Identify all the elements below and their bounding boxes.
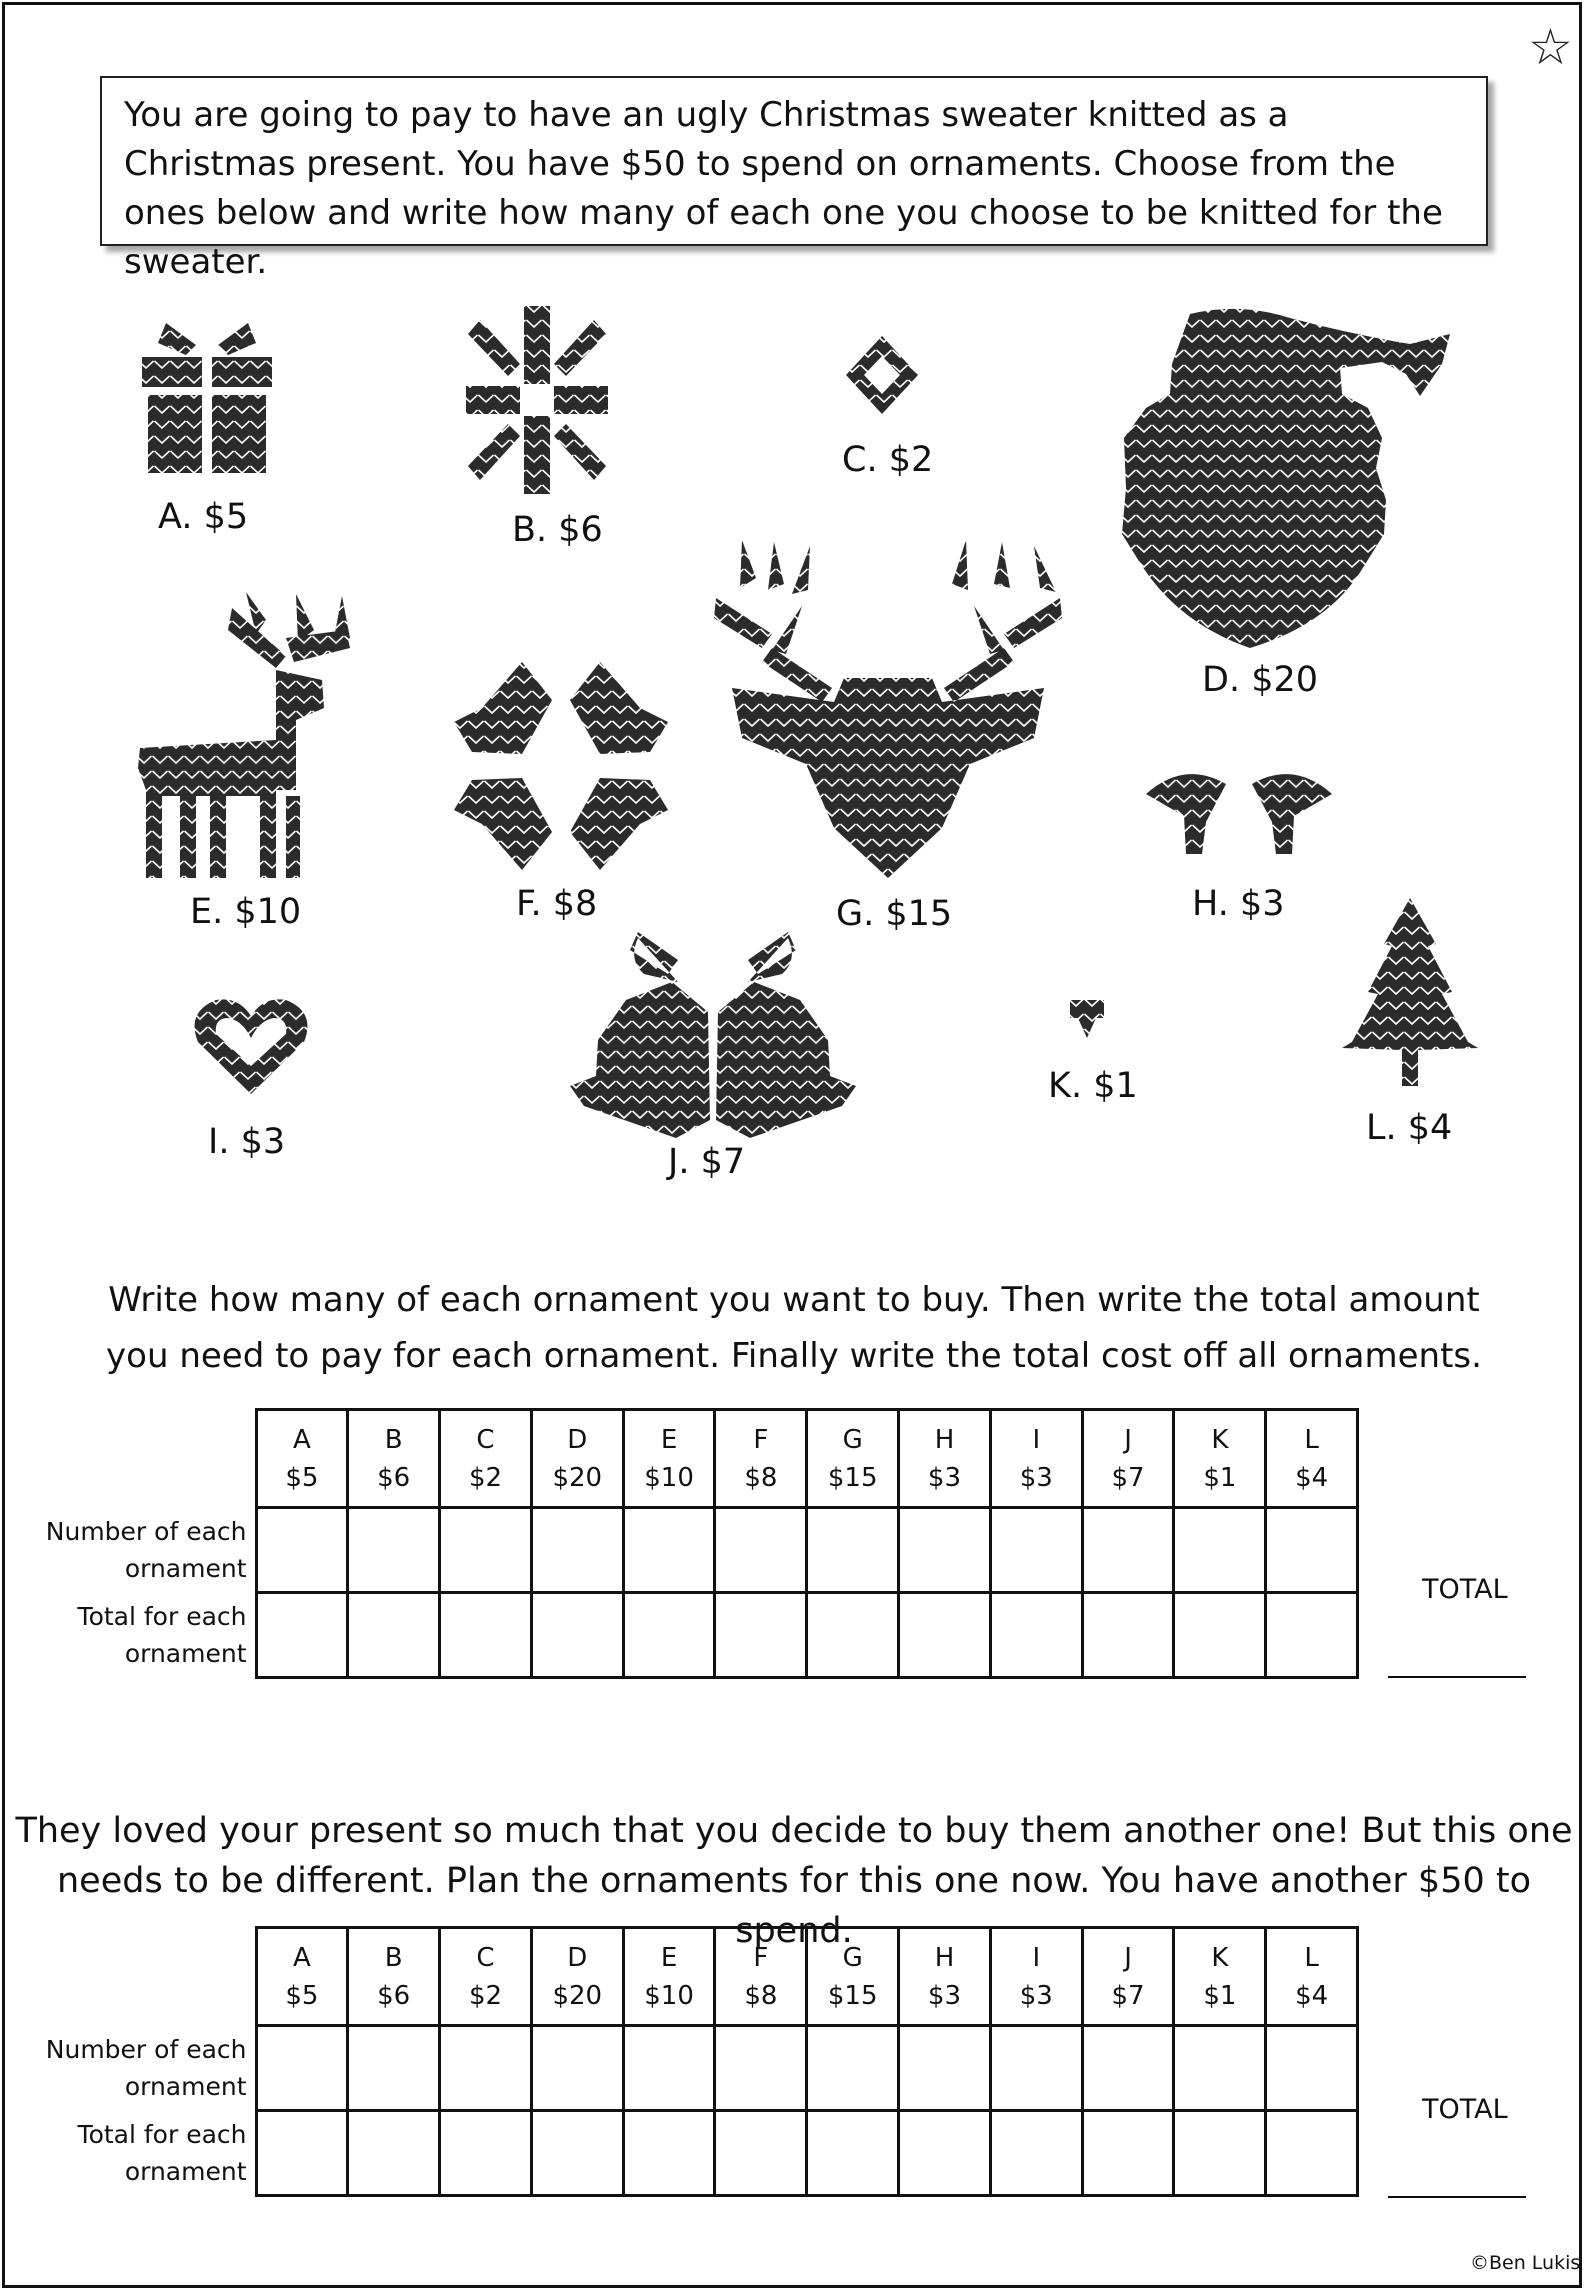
column-header-b: B $6	[348, 1410, 440, 1508]
column-header-a: A $5	[256, 1928, 348, 2026]
number-cell-d[interactable]	[531, 2026, 623, 2111]
number-cell-d[interactable]	[531, 1508, 623, 1593]
number-cell-e[interactable]	[623, 1508, 715, 1593]
number-row	[20, 1508, 1358, 1593]
column-header-i: I $3	[990, 1410, 1082, 1508]
column-header-l: L $4	[1266, 1928, 1358, 2026]
total-cell-c[interactable]	[440, 1593, 532, 1678]
total-cell-a[interactable]	[256, 2111, 348, 2196]
mini-stitch-ornament-icon	[1068, 998, 1106, 1040]
column-header-j: J $7	[1082, 1928, 1174, 2026]
ornament-label-d: D. $20	[1202, 660, 1319, 700]
column-header-h: H $3	[899, 1410, 991, 1508]
total-cell-j[interactable]	[1082, 2111, 1174, 2196]
total-cell-d[interactable]	[531, 1593, 623, 1678]
column-header-i: I $3	[990, 1928, 1082, 2026]
section1-instructions	[30, 1272, 1558, 1384]
ornament-label-b: B. $6	[512, 510, 603, 550]
number-cell-h[interactable]	[899, 2026, 991, 2111]
number-cell-i[interactable]	[990, 2026, 1082, 2111]
number-cell-j[interactable]	[1082, 2026, 1174, 2111]
total-cell-h[interactable]	[899, 2111, 991, 2196]
number-cell-c[interactable]	[440, 2026, 532, 2111]
column-header-k: K $1	[1174, 1928, 1266, 2026]
number-cell-l[interactable]	[1266, 2026, 1358, 2111]
section1-instruction-line2: you need to pay for each ornament. Finally write the total cost off all ornaments.	[106, 1336, 1482, 1376]
total-cell-c[interactable]	[440, 2111, 532, 2196]
total-row	[20, 1593, 1358, 1678]
number-cell-b[interactable]	[348, 2026, 440, 2111]
tree-ornament-icon	[1340, 896, 1480, 1088]
number-row	[20, 2026, 1358, 2111]
column-header-c: C $2	[440, 1928, 532, 2026]
total-cell-k[interactable]	[1174, 2111, 1266, 2196]
section2-instruction-line2: needs to be different. Plan the ornaments for this one now. You have another $50 to spend.	[57, 1861, 1531, 1951]
column-header-k: K $1	[1174, 1410, 1266, 1508]
ornament-label-h: H. $3	[1192, 884, 1285, 924]
ornament-label-j: J. $7	[668, 1142, 746, 1182]
bow-ornament-icon	[1144, 764, 1334, 856]
column-header-b: B $6	[348, 1928, 440, 2026]
bells-ornament-icon	[568, 930, 858, 1140]
column-header-a: A $5	[256, 1410, 348, 1508]
deer-head-ornament-icon	[712, 538, 1064, 880]
column-header-l: L $4	[1266, 1410, 1358, 1508]
total-cell-g[interactable]	[807, 2111, 899, 2196]
total-cell-f[interactable]	[715, 2111, 807, 2196]
ornament-label-k: K. $1	[1048, 1066, 1138, 1106]
snowflake-ornament-icon	[462, 304, 612, 496]
reindeer-ornament-icon	[136, 590, 364, 880]
total-cell-a[interactable]	[256, 1593, 348, 1678]
intro-box	[100, 76, 1488, 282]
number-cell-f[interactable]	[715, 2026, 807, 2111]
total-cell-b[interactable]	[348, 1593, 440, 1678]
column-header-e: E $10	[623, 1410, 715, 1508]
column-header-d: D $20	[531, 1928, 623, 2026]
column-header-g: G $15	[807, 1410, 899, 1508]
ornament-table-1	[20, 1408, 1359, 1679]
number-cell-k[interactable]	[1174, 2026, 1266, 2111]
total-cell-f[interactable]	[715, 1593, 807, 1678]
column-header-f: F $8	[715, 1410, 807, 1508]
number-cell-a[interactable]	[256, 2026, 348, 2111]
column-header-e: E $10	[623, 1928, 715, 2026]
total-cell-j[interactable]	[1082, 1593, 1174, 1678]
gift-ornament-icon	[138, 315, 276, 475]
column-header-j: J $7	[1082, 1410, 1174, 1508]
column-header-h: H $3	[899, 1928, 991, 2026]
intro-text: You are going to pay to have an ugly Christmas sweater knitted as a Christmas present. You have $50 to spend on ornaments. Choose from the ones below and write how many of each one you choose to be knitted for the sweater.	[124, 95, 1443, 282]
ornament-label-c: C. $2	[842, 440, 934, 480]
number-row-label: Number of each ornament	[45, 2035, 247, 2101]
copyright: ©Ben Lukis	[1470, 2252, 1581, 2274]
total-label-1: TOTAL	[1422, 1574, 1508, 1605]
total-cell-d[interactable]	[531, 2111, 623, 2196]
table-corner	[20, 1410, 256, 1508]
diamond-ornament-icon	[844, 334, 920, 416]
table-corner	[20, 1928, 256, 2026]
number-cell-c[interactable]	[440, 1508, 532, 1593]
total-row	[20, 2111, 1358, 2196]
number-row-label: Number of each ornament	[45, 1517, 247, 1583]
total-cell-e[interactable]	[623, 2111, 715, 2196]
total-answer-line-2[interactable]	[1388, 2196, 1526, 2198]
number-cell-g[interactable]	[807, 1508, 899, 1593]
column-header-d: D $20	[531, 1410, 623, 1508]
section1-instruction-line1: Write how many of each ornament you want to buy. Then write the total amount	[108, 1280, 1480, 1320]
number-cell-h[interactable]	[899, 1508, 991, 1593]
total-cell-k[interactable]	[1174, 1593, 1266, 1678]
ornament-label-i: I. $3	[208, 1122, 286, 1162]
four-leaf-snowflake-ornament-icon	[452, 660, 670, 872]
number-cell-j[interactable]	[1082, 1508, 1174, 1593]
total-cell-l[interactable]	[1266, 2111, 1358, 2196]
total-row-label: Total for each ornament	[77, 2120, 247, 2186]
number-cell-i[interactable]	[990, 1508, 1082, 1593]
total-cell-i[interactable]	[990, 1593, 1082, 1678]
ornament-label-f: F. $8	[516, 884, 598, 924]
santa-ornament-icon	[1120, 304, 1450, 650]
column-header-c: C $2	[440, 1410, 532, 1508]
number-cell-k[interactable]	[1174, 1508, 1266, 1593]
heart-ornament-icon	[192, 996, 310, 1096]
total-cell-b[interactable]	[348, 2111, 440, 2196]
ornament-label-a: A. $5	[158, 497, 249, 537]
total-cell-i[interactable]	[990, 2111, 1082, 2196]
number-cell-e[interactable]	[623, 2026, 715, 2111]
number-cell-l[interactable]	[1266, 1508, 1358, 1593]
star-icon: ☆	[1528, 18, 1573, 76]
number-cell-b[interactable]	[348, 1508, 440, 1593]
number-cell-f[interactable]	[715, 1508, 807, 1593]
section2-instruction-line1: They loved your present so much that you decide to buy them another one! But this one	[15, 1811, 1573, 1851]
total-cell-g[interactable]	[807, 1593, 899, 1678]
column-header-f: F $8	[715, 1928, 807, 2026]
number-cell-g[interactable]	[807, 2026, 899, 2111]
total-label-2: TOTAL	[1422, 2094, 1508, 2125]
total-cell-e[interactable]	[623, 1593, 715, 1678]
total-cell-h[interactable]	[899, 1593, 991, 1678]
ornament-label-e: E. $10	[190, 892, 302, 932]
number-cell-a[interactable]	[256, 1508, 348, 1593]
total-row-label: Total for each ornament	[77, 1602, 247, 1668]
column-header-g: G $15	[807, 1928, 899, 2026]
ornament-label-g: G. $15	[836, 894, 953, 934]
ornament-label-l: L. $4	[1366, 1108, 1453, 1148]
total-answer-line-1[interactable]	[1388, 1676, 1526, 1678]
total-cell-l[interactable]	[1266, 1593, 1358, 1678]
ornament-table-2	[20, 1926, 1359, 2197]
